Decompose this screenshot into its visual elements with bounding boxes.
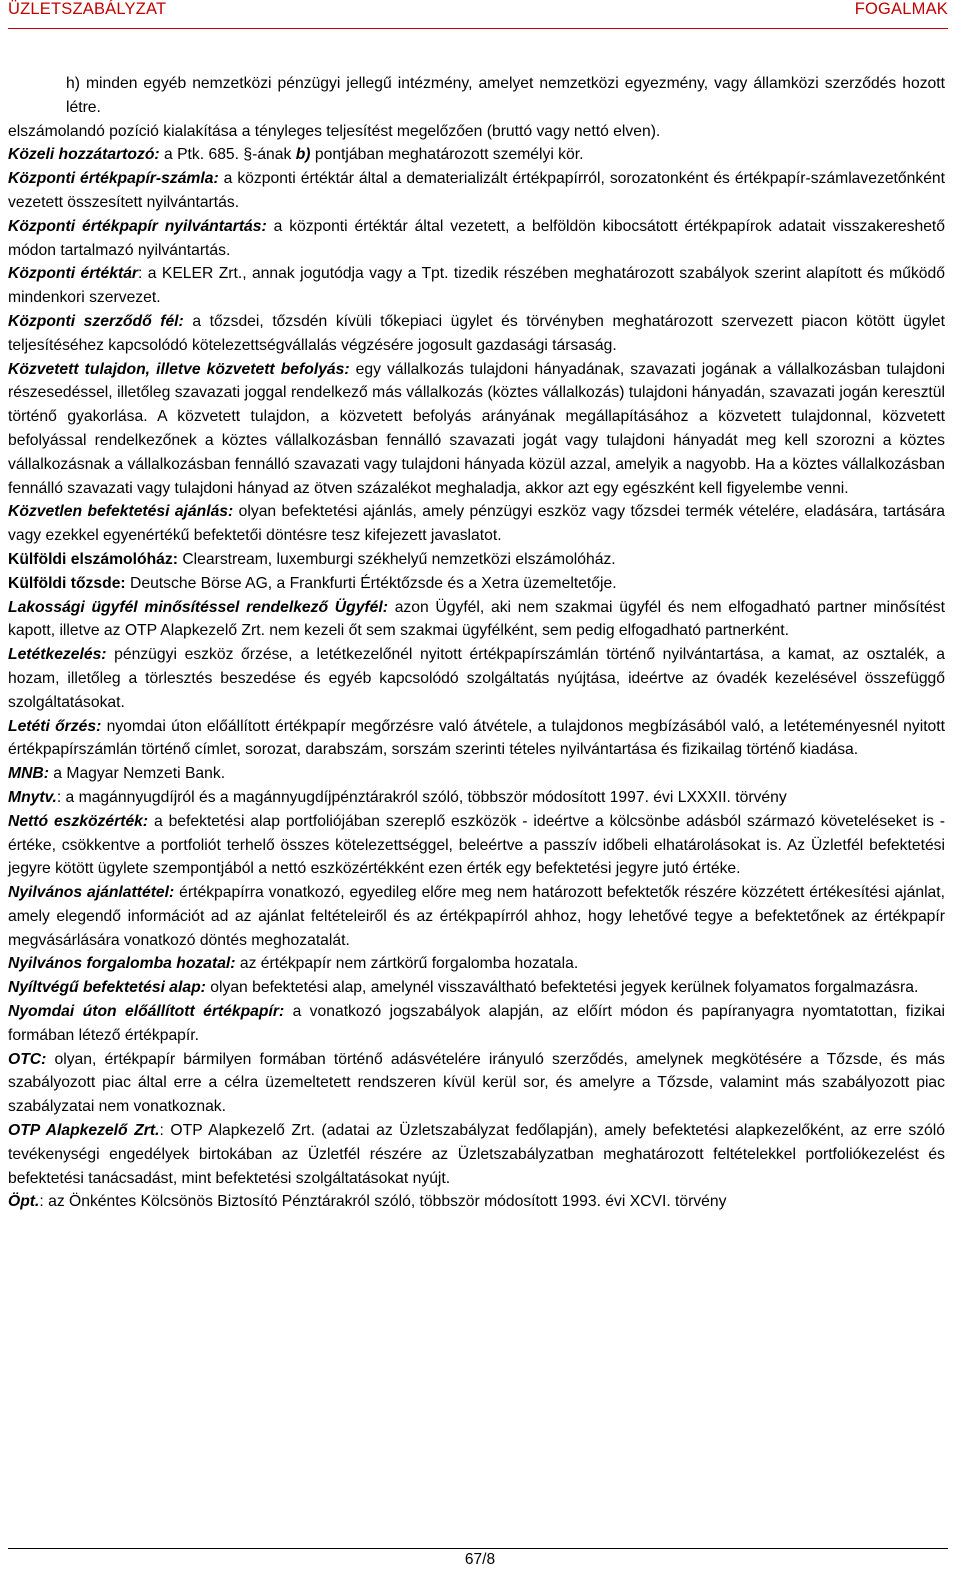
definition-text: olyan, értékpapír bármilyen formában történő adásvételére irányuló szerződés, amelynek megkötésére a Tőzsde, és más szabályozott piac által erre a célra üzemeltetett rendszeren kívül kerül sor, és amelyre a Tőzsde, valamint más szabályozott piac szabályzatai nem vonatkoznak. [8, 1050, 945, 1116]
definition-term: MNB: [8, 765, 49, 783]
definition-kozponti-ertekpapir-nyilvantartas [8, 215, 945, 263]
definition-text: egy vállalkozás tulajdoni hányadának, szavazati jogának a vállalkozásban tulajdoni részesedéssel, illetőleg szavazati joggal rendelkező más vállalkozás (köztes vállalkozás) tulajdoni hányadán, szavazati jogán keresztül történő gyakorlása. A közvetett tulajdon, a közvetett befolyás arányának megállapításához a közvetett tulajdonnal, közvetett befolyással rendelkezőnek a köztes vállalkozásban fennálló szavazati jogát vagy tulajdoni hányadát meg kell szorozni a köztes vállalkozásnak a vállalkozásban fennálló szavazati vagy tulajdoni hányada közül azzal, amelyik a nagyobb. Ha a köztes vállalkozásban fennálló szavazati vagy tulajdoni hányad az ötven százalékot meghaladja, akkor azt egy egészként kell figyelembe venni. [8, 360, 945, 497]
definition-kulfoldi-elszamolohaz [8, 548, 945, 572]
definition-otc [8, 1048, 945, 1119]
definition-term: Központi szerződő fél: [8, 312, 184, 330]
definition-text: olyan befektetési alap, amelynél visszaváltható befektetési jegyek kerülnek folyamatos forgalmazásra. [205, 979, 919, 997]
definition-letetkezeles [8, 643, 945, 714]
definition-term: Letéti őrzés: [8, 717, 102, 735]
header-section-title: FOGALMAK [854, 0, 948, 18]
definition-term: Mnytv. [8, 788, 57, 806]
definition-nyiltvegu-befektetesi-alap [8, 976, 945, 1000]
definition-term: Közvetlen befektetési ajánlás: [8, 503, 234, 521]
definition-term: Központi értéktár [8, 265, 139, 283]
definition-kozvetlen-befektetesi-ajanlas [8, 500, 945, 548]
definition-text: azon Ügyfél, aki nem szakmai ügyfél és nem elfogadható partner minősítést kapott, illetve az OTP Alapkezelő Zrt. nem kezeli őt sem szakmai ügyfélként, sem pedig elfogadható partnerként. [8, 598, 945, 640]
definition-text: a Magyar Nemzeti Bank. [48, 765, 226, 783]
definition-otp-alapkezelo [8, 1119, 945, 1190]
definitions-body [8, 72, 945, 1214]
definition-text: a tőzsdei, tőzsdén kívüli tőkepiaci ügylet és törvényben meghatározott szervezett piacon kötött ügylet teljesítéséhez kapcsolódó kötelezettségvállalás végzésére jogosult gazdasági társaság. [8, 312, 946, 354]
definition-term: Nyíltvégű befektetési alap: [8, 979, 206, 997]
definition-text: Deutsche Börse AG, a Frankfurti Értéktőzsde és a Xetra üzemeltetője. [125, 574, 617, 592]
definition-text: pontjában meghatározott személyi kör. [310, 146, 584, 164]
definition-continuation: elszámolandó pozíció kialakítása a tényleges teljesítést megelőzően (bruttó vagy nettó elven). [8, 122, 661, 140]
definition-kozeli-hozzatartozo [8, 143, 945, 167]
definition-term: OTP Alapkezelő Zrt. [8, 1122, 160, 1140]
definition-text: a központi értéktár által vezetett, a belföldön kibocsátott értékpapírok adatait visszakereshető módon tartalmazó nyilvántartás. [8, 217, 945, 259]
definition-emphasis: b) [295, 146, 311, 164]
definition-text: : a magánnyugdíjról és a magánnyugdíjpénztárakról szóló, többször módosított 1997. évi LXXXII. törvény [56, 788, 787, 806]
definition-term: Nyilvános forgalomba hozatal: [8, 955, 236, 973]
definition-opt [8, 1190, 945, 1214]
definition-term: Közeli hozzátartozó: [8, 146, 160, 164]
definition-term: Külföldi elszámolóház: [8, 550, 178, 568]
definition-netto-eszkozertek [8, 810, 945, 881]
definition-text: a befektetési alap portfoliójában szereplő eszközök - ideértve a kölcsönbe adásból származó követeléseket is - értéke, csökkentve a portfoliót terhelő összes kötelezettséggel, beleértve a passzív időbeli elhatárolásokat is. Az Üzletfél befektetési jegyre kötött ügylete szempontjából a nettó eszközértékként ezen érték egy befektetési jegyre jutó értéke. [8, 812, 945, 878]
definition-term: Lakossági ügyfél minősítéssel rendelkező Ügyfél: [8, 598, 388, 616]
definition-kozvetett-tulajdon [8, 358, 945, 501]
definition-text: a vonatkozó jogszabályok alapján, az előírt módon és papíranyagra nyomtatottan, fizikai formában létező értékpapír. [8, 1003, 946, 1044]
definition-text: a központi értéktár által a dematerializált értékpapírról, sorozatonként és értékpapír-számlavezetőnként vezetett összesített nyilvántartás. [8, 170, 945, 211]
definition-term: Központi értékpapír nyilvántartás: [8, 217, 267, 235]
definition-text: Clearstream, luxemburgi székhelyű nemzetközi elszámolóház. [177, 550, 616, 568]
definition-term: Nyomdai úton előállított értékpapír: [8, 1003, 285, 1021]
definition-text: nyomdai úton előállított értékpapír megőrzésre való átvétele, a tulajdonos megbízásából való, a letéteményesnél nyitott értékpapírszámlán történő címlet, sorozat, darabszám, sorszám szerinti tételes nyilvántartása és fizikailag történő kiadása. [8, 717, 946, 759]
definition-term: Külföldi tőzsde: [8, 574, 126, 592]
definition-text: értékpapírra vonatkozó, egyedileg előre meg nem határozott befektetők részére közzétett értékesítési ajánlat, amely elegendő információt ad az ajánlat feltételeiről és az értékpapírról ahhoz, hogy lehetővé tegye a befektetőnek az értékpapír megvásárlására vonatkozó döntés meghozatalát. [8, 884, 945, 949]
definition-term: Öpt. [8, 1193, 40, 1211]
definition-kozponti-szerzodo-fel [8, 310, 945, 358]
definition-text: : OTP Alapkezelő Zrt. (adatai az Üzletszabályzat fedőlapján), amely befektetési alapkezelőként, az erre szóló tevékenységi engedélyek birtokában az Üzletfél részére az Üzletszabályzatban meghatározott feltételekkel portfoliókezelést és befektetési tanácsadást, mint befektetési szolgáltatásokat nyújt. [8, 1122, 945, 1187]
page-header [8, 0, 948, 26]
footer-divider [8, 1548, 948, 1549]
definition-text: pénzügyi eszköz őrzése, a letétkezelőnél nyitott értékpapírszámlán történő nyilvántartása, a kamat, az osztalék, a hozam, illetőleg a törlesztés beszedése és egyéb kapcsolódó szolgáltatás nyújtása, ideértve az óvadék kezelésével összefüggő szolgáltatásokat. [8, 646, 945, 711]
definition-kulfoldi-tozsde [8, 572, 945, 596]
definition-mnytv [8, 786, 945, 810]
definition-mnb [8, 762, 945, 786]
definition-nyilvanos-ajanlattetel [8, 881, 945, 952]
definition-term: Központi értékpapír-számla: [8, 170, 219, 188]
definition-text: olyan befektetési ajánlás, amely pénzügyi eszköz vagy tőzsdei termék vételére, eladására, tartására vagy ezekkel egyenértékű befektetői döntésre tesz kifejezett javaslatot. [8, 503, 945, 545]
definition-term: Nettó eszközérték: [8, 812, 149, 830]
definition-kozponti-ertektar [8, 262, 945, 310]
definition-nyilvanos-forgalomba-hozatal [8, 952, 945, 976]
definition-term: Közvetett tulajdon, illetve közvetett befolyás: [8, 360, 350, 378]
definition-term: Nyilvános ajánlattétel: [8, 884, 175, 902]
definition-text: : a KELER Zrt., annak jogutódja vagy a Tpt. tizedik részében meghatározott szabályok szerint alapított és működő mindenkori szervezet. [8, 265, 945, 307]
definition-text: az értékpapír nem zártkörű forgalomba hozatala. [235, 955, 579, 973]
definition-term: Letétkezelés: [8, 646, 107, 664]
header-divider [8, 28, 948, 29]
definition-text: a Ptk. 685. §-ának [159, 146, 296, 164]
definition-item-h: h) minden egyéb nemzetközi pénzügyi jellegű intézmény, amelyet nemzetközi egyezmény, vagy államközi szerződés hozott létre. [66, 75, 945, 116]
header-document-title: ÜZLETSZABÁLYZAT [8, 0, 167, 18]
definition-lakossagi-ugyfel [8, 596, 945, 644]
definition-leteti-orzes [8, 715, 945, 763]
definition-nyomdai-uton-eloallitott-ertekpapir [8, 1000, 945, 1048]
definition-term: OTC: [8, 1050, 47, 1068]
definition-kozponti-ertekpapir-szamla [8, 167, 945, 215]
page-number: 67/8 [464, 1551, 496, 1568]
definition-text: : az Önkéntes Kölcsönös Biztosító Pénztárakról szóló, többször módosított 1993. évi XCVI. törvény [39, 1193, 727, 1211]
